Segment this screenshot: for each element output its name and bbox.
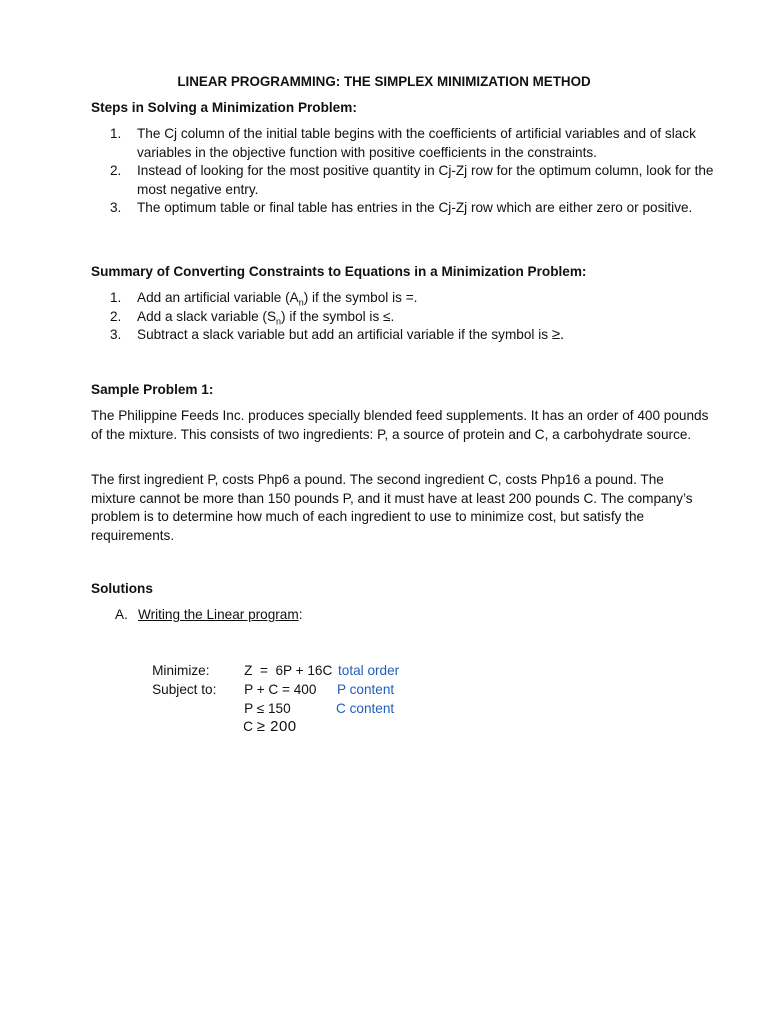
- steps-heading: Steps in Solving a Minimization Problem:: [91, 100, 357, 115]
- list-item-text: The optimum table or final table has entries in the Cj-Zj row which are either zero or positive.: [137, 200, 693, 216]
- list-number: 3.: [110, 327, 122, 343]
- constraint-note: P content: [337, 682, 395, 697]
- minimize-label: Minimize:: [152, 662, 210, 678]
- solutions-heading: Solutions: [91, 581, 153, 596]
- list-item-text: ) if the symbol is ≤.: [281, 308, 395, 324]
- section-colon: :: [298, 607, 303, 622]
- paragraph-2: The first ingredient P, costs Php6 a pound. The second ingredient C, costs Php16 a pound. The mixture cannot be more than 150 pounds P, and it must have at least 200 pounds C. The company’s problem is to determine how much of each ingredient to use to minimize cost, but satisfy the requirements.: [91, 472, 693, 543]
- list-item-text: Add an artificial variable (A: [137, 290, 299, 305]
- list-item: [110, 162, 717, 199]
- section-label: Writing the Linear program: [138, 607, 299, 622]
- list-item-text: Instead of looking for the most positive quantity in Cj-Zj row for the optimum column, look for the most negative entry.: [137, 163, 714, 197]
- list-item: [110, 326, 717, 345]
- list-number: 2.: [110, 163, 122, 179]
- section-letter: A.: [115, 607, 128, 622]
- constraint-expression: ≥ 200: [256, 717, 297, 735]
- list-item-text: Subtract a slack variable but add an artificial variable if the symbol is: [137, 327, 552, 343]
- list-item-text: Add a slack variable (S: [137, 308, 277, 324]
- list-item-text: The Cj column of the initial table begins with the coefficients of artificial variables and of slack variables in the objective function with positive coefficients in the constraints.: [137, 126, 696, 160]
- sample-heading: Sample Problem 1:: [91, 382, 214, 397]
- constraint-expression: P + C = 400: [244, 681, 317, 697]
- list-item: [110, 289, 717, 308]
- constraint-note: C content: [336, 701, 395, 716]
- list-number: 3.: [110, 200, 122, 216]
- list-item: [110, 199, 717, 218]
- subscript: n: [298, 297, 304, 308]
- summary-heading: Summary of Converting Constraints to Equations in a Minimization Problem:: [91, 264, 587, 279]
- constraint-note: total order: [338, 663, 400, 678]
- list-number: 2.: [110, 308, 122, 324]
- paragraph-1: The Philippine Feeds Inc. produces specially blended feed supplements. It has an order of 400 pounds of the mixture. This consists of two ingredients: P, a source of protein and C, a carbohydrate source.: [91, 408, 709, 442]
- subscript: n: [276, 316, 282, 327]
- objective-expression: Z = 6P + 16C: [244, 662, 333, 678]
- symbol-text: ≥.: [551, 326, 565, 344]
- constraint-row: [228, 699, 297, 755]
- list-item: [110, 308, 717, 327]
- subject-to-label: Subject to:: [152, 681, 217, 697]
- summary-list: [110, 289, 717, 345]
- steps-list: [110, 125, 717, 218]
- list-item: [110, 125, 717, 162]
- document-title: LINEAR PROGRAMMING: THE SIMPLEX MINIMIZATION METHOD: [177, 74, 591, 89]
- constraint-expression: C: [243, 718, 257, 734]
- list-number: 1.: [110, 290, 122, 305]
- section-a: [115, 606, 302, 625]
- constraint-expression: P ≤ 150: [244, 700, 291, 716]
- list-item-text: ) if the symbol is =.: [303, 290, 418, 305]
- list-number: 1.: [110, 126, 122, 141]
